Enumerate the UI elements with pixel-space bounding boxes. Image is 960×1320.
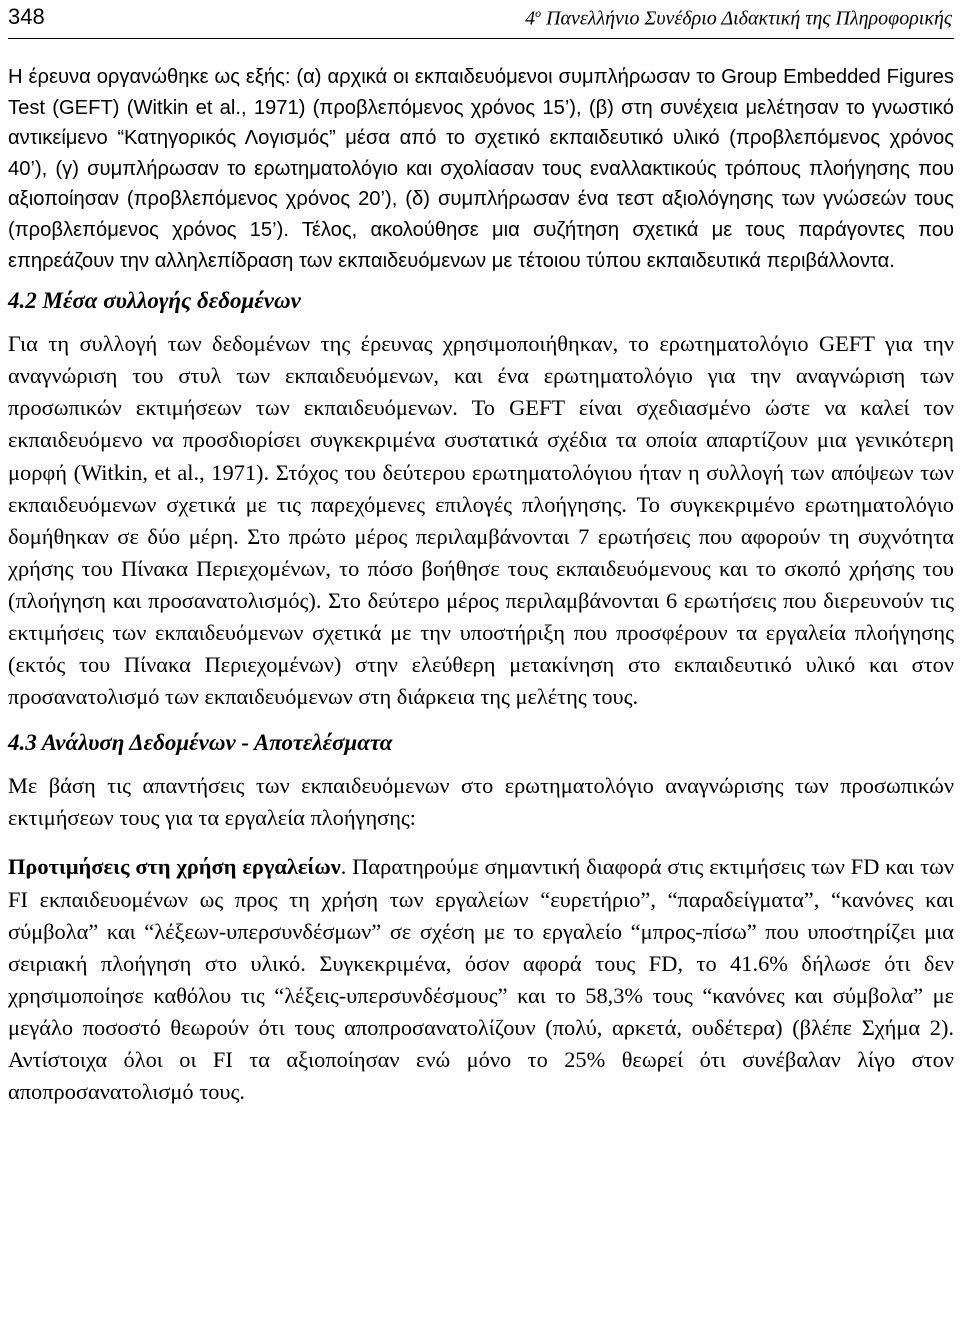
paragraph-spacer <box>8 834 954 851</box>
running-head <box>525 6 952 31</box>
page-body <box>8 62 954 1108</box>
page-number: 348 <box>8 4 45 29</box>
section-heading-4-2: 4.2 Μέσα συλλογής δεδομένων <box>8 288 301 314</box>
intro-paragraph: Η έρευνα οργανώθηκε ως εξής: (α) αρχικά οι εκπαιδευόμενοι συμπλήρωσαν το Group Embedded Figures Test (GEFT) (Witkin et al., 1971) (προβλεπόμενος χρόνος 15’), (β) στη συνέχεια μελέτησαν το γνωστικό αντικείμενο “Κατηγορικός Λογισμός” μέσα από το σχετικό εκπαιδευτικό υλικό (προβλεπόμενος χρόνος 40’), (γ) συμπλήρωσαν το ερωτηματολόγιο και σχολίασαν τους εναλλακτικούς τρόπους πλοήγησης που αξιοποίησαν (προβλεπόμενος χρόνος 20’), (δ) συμπλήρωσαν ένα τεστ αξιολόγησης των γνώσεών τους (προβλεπόμενος χρόνος 15’). Τέλος, ακολούθησε μια συζήτηση σχετικά με τους παράγοντες που επηρεάζουν την αλληλεπίδραση των εκπαιδευόμενων με τέτοιου τύπου εκπαιδευτικά περιβάλλοντα. <box>8 66 954 272</box>
running-head-title: Πανελλήνιο Συνέδριο Διδακτική της Πληροφορικής <box>541 7 952 30</box>
running-head-number: 4 <box>525 7 536 30</box>
page-header <box>8 2 954 39</box>
preferences-label: Προτιμήσεις στη χρήση εργαλείων <box>8 854 341 880</box>
section-heading-4-3: 4.3 Ανάλυση Δεδομένων - Αποτελέσματα <box>8 730 393 756</box>
running-head-ordinal: ο <box>535 6 542 20</box>
section-4-2-paragraph: Για τη συλλογή των δεδομένων της έρευνας χρησιμοποιήθηκαν, το ερωτηματολόγιο GEFT για την αναγνώριση του στυλ των εκπαιδευόμενων, και ένα ερωτηματολόγιο για την αναγνώριση των προσωπικών εκτιμήσεων των εκπαιδευόμενων. Το GEFT είναι σχεδιασμένο ώστε να καλεί τον εκπαιδευόμενο να προσδιορίσει συγκεκριμένα συστατικά σχέδια τα οποία απαρτίζουν μια γενικότερη μορφή (Witkin, et al., 1971). Στόχος του δεύτερου ερωτηματολόγιου ήταν η συλλογή των απόψεων των εκπαιδευόμενων σχετικά με τις παρεχόμενες επιλογές πλοήγησης. Το συγκεκριμένο ερωτηματολόγιο δομήθηκαν σε δύο μέρη. Στο πρώτο μέρος περιλαμβάνονται 7 ερωτήσεις που αφορούν τη συχνότητα χρήσης του Πίνακα Περιεχομένων, το πόσο βοήθησε τους εκπαιδευόμενους και το σκοπό χρήσης του (πλοήγηση και προσανατολισμός). Στο δεύτερο μέρος περιλαμβάνονται 6 ερωτήσεις που διερευνούν τις εκτιμήσεις των εκπαιδευόμενων σχετικά με την υποστήριξη που προσφέρουν τα εργαλεία πλοήγησης (εκτός του Πίνακα Περιεχομένων) στην ελεύθερη μετακίνηση στο εκπαιδευτικό υλικό και στον προσανατολισμό των εκπαιδευόμενων στη διάρκεια της μελέτης τους. <box>8 331 954 710</box>
preferences-text: . Παρατηρούμε σημαντική διαφορά στις εκτιμήσεις των FD και των FI εκπαιδευομένων ως προς τη χρήση των εργαλείων “ευρετήριο”, “παραδείγματα”, “κανόνες και σύμβολα” και “λέξεων-υπερσυνδέσμων” σε σχέση με το εργαλείο “μπρος-πίσω” που υποστηρίζει μια σειριακή πλοήγηση στο υλικό. Συγκεκριμένα, όσον αφορά τους FD, το 41.6% δήλωσε ότι δεν χρησιμοποίησε καθόλου τις “λέξεις-υπερσυνδέσμους” και το 58,3% τους “κανόνες και σύμβολα” με μεγάλο ποσοστό θεωρούν ότι τους αποπροσανατολίζουν (πολύ, αρκετά, ουδέτερα) (βλέπε Σχήμα 2). Αντίστοιχα όλοι οι FI τα αξιοποίησαν ενώ μόνο το 25% θεωρεί ότι συνέβαλαν λίγο στον αποπροσανατολισμό τους. <box>8 854 954 1105</box>
section-4-3-paragraph: Με βάση τις απαντήσεις των εκπαιδευόμενων στο ερωτηματολόγιο αναγνώρισης των προσωπικών εκτιμήσεων τους για τα εργαλεία πλοήγησης: <box>8 773 954 831</box>
preferences-paragraph <box>8 851 954 1108</box>
